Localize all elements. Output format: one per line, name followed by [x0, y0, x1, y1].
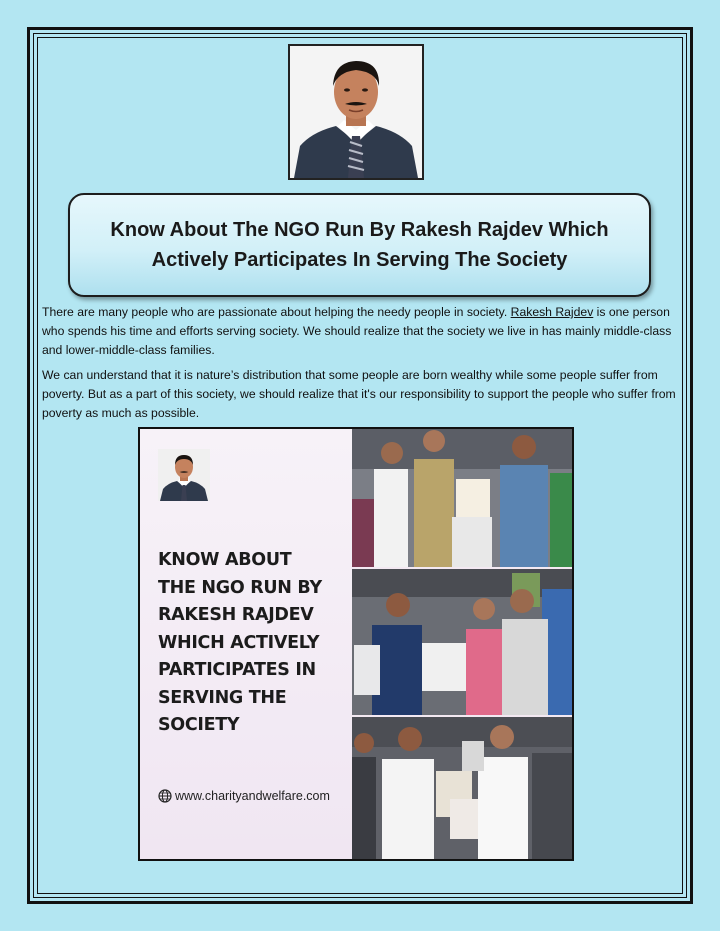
poster-text-panel: [140, 429, 352, 859]
poster-title-line: SERVING THE: [158, 687, 287, 708]
promo-poster: [138, 427, 574, 861]
poster-avatar-illustration: [158, 449, 210, 501]
globe-icon: [158, 789, 172, 803]
poster-url-text: www.charityandwelfare.com: [175, 789, 330, 803]
event-photo-1-illustration: [352, 429, 574, 567]
poster-avatar: [158, 449, 210, 501]
event-photo-3: [352, 717, 574, 859]
poster-title-line: THE NGO RUN BY: [158, 577, 322, 598]
article-body: [42, 303, 678, 429]
event-photo-2: [352, 569, 574, 715]
poster-title-line: PARTICIPATES IN: [158, 660, 316, 680]
poster-title: [158, 547, 348, 740]
paragraph-1-text-before: There are many people who are passionate about helping the needy people in society.: [42, 305, 511, 319]
page-title: Know About The NGO Run By Rakesh Rajdev Which Actively Participates In Serving The Society: [110, 219, 609, 271]
event-photo-2-illustration: [352, 569, 574, 715]
portrait-illustration: [290, 46, 422, 178]
paragraph-1: [42, 303, 678, 360]
title-banner: [68, 193, 651, 297]
header-portrait: [288, 44, 424, 180]
event-photo-3-illustration: [352, 717, 574, 859]
event-photo-1: [352, 429, 574, 567]
rakesh-rajdev-link[interactable]: Rakesh Rajdev: [510, 305, 594, 319]
poster-url: [158, 789, 348, 803]
paragraph-2: We can understand that it is nature’s distribution that some people are born wealthy while some people suffer from poverty. But as a part of this society, we should realize that it's our responsibility to support the people who suffer from poverty as much as possible.: [42, 368, 676, 420]
poster-photo-strip: [352, 429, 574, 859]
paragraph-1-text-after: is one person who spends his time and efforts serving society. We should realize that the society we live in has mainly middle-class and lower-middle-class families.: [42, 305, 672, 357]
poster-title-line: WHICH ACTIVELY: [158, 632, 320, 653]
poster-title-line: SOCIETY: [158, 715, 240, 735]
poster-title-line: KNOW ABOUT: [158, 550, 292, 570]
poster-title-line: RAKESH RAJDEV: [158, 605, 314, 625]
